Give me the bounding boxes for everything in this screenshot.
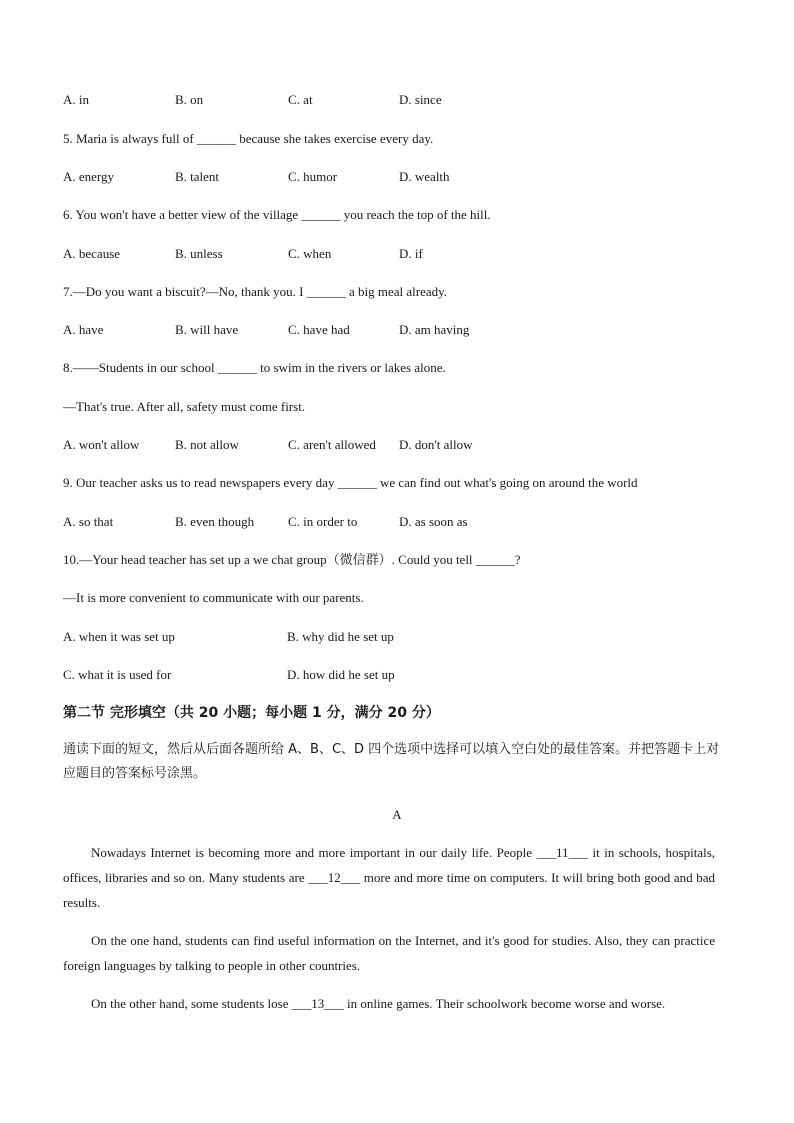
q6-option-a: A. because: [63, 246, 121, 261]
q5-stem: 5. Maria is always full of ______ because she takes exercise every day.: [63, 131, 434, 146]
q7-stem: 7.—Do you want a biscuit?—No, thank you. I ______ a big meal already.: [63, 284, 448, 299]
q4-option-c: C. at: [288, 92, 313, 107]
q9-stem: 9. Our teacher asks us to read newspapers every day ______ we can find out what's going on around the world: [63, 475, 638, 490]
q4-option-d: D. since: [399, 92, 442, 107]
q9-option-b: B. even though: [175, 514, 255, 529]
q5-option-b: B. talent: [175, 169, 220, 184]
passage-paragraph: On the other hand, some students lose ___13___ in online games. Their schoolwork become worse and worse.: [91, 996, 666, 1011]
q8-option-a: A. won't allow: [63, 437, 140, 452]
q5-option-a: A. energy: [63, 169, 115, 184]
q9-option-c: C. in order to: [288, 514, 358, 529]
q8-stem: 8.——Students in our school ______ to swim in the rivers or lakes alone.: [63, 360, 446, 375]
q8-option-c: C. aren't allowed: [288, 437, 376, 452]
q8-reply: —That's true. After all, safety must come first.: [63, 399, 306, 414]
q8-option-d: D. don't allow: [399, 437, 473, 452]
q10-option-a: A. when it was set up: [63, 629, 175, 644]
q8-option-b: B. not allow: [175, 437, 239, 452]
q10-option-b: B. why did he set up: [287, 629, 394, 644]
section-instruction: 通读下面的短文，然后从后面各题所给 A、B、C、D 四个选项中选择可以填入空白处的最佳答案。并把答题卡上对应题目的答案标号涂黑。: [63, 742, 720, 781]
section-heading: 第二节 完形填空（共 20 小题；每小题 1 分，满分 20 分）: [63, 705, 440, 721]
q7-option-d: D. am having: [399, 322, 470, 337]
q5-option-c: C. humor: [288, 169, 338, 184]
passage-paragraph: Nowadays Internet is becoming more and more important in our daily life. People ___11___ it in schools, hospitals, offices, libraries and so on. Many students are ___12___ more and more time on computers. It will bring both good and bad results.: [63, 845, 715, 910]
q9-option-a: A. so that: [63, 514, 114, 529]
q7-option-c: C. have had: [288, 322, 350, 337]
q4-option-b: B. on: [175, 92, 204, 107]
q6-option-d: D. if: [399, 246, 423, 261]
passage-label: A: [392, 807, 402, 822]
q10-option-c: C. what it is used for: [63, 667, 172, 682]
q10-reply: —It is more convenient to communicate with our parents.: [63, 590, 364, 605]
q5-option-d: D. wealth: [399, 169, 450, 184]
q6-option-c: C. when: [288, 246, 332, 261]
q10-stem: 10.—Your head teacher has set up a we chat group（微信群）. Could you tell ______?: [63, 552, 521, 567]
q6-option-b: B. unless: [175, 246, 223, 261]
q4-option-a: A. in: [63, 92, 89, 107]
q9-option-d: D. as soon as: [399, 514, 468, 529]
q6-stem: 6. You won't have a better view of the village ______ you reach the top of the hill.: [63, 207, 491, 222]
q7-option-b: B. will have: [175, 322, 239, 337]
passage-paragraph: On the one hand, students can find useful information on the Internet, and it's good for studies. Also, they can practice foreign languages by talking to people in other countries.: [63, 933, 715, 973]
q7-option-a: A. have: [63, 322, 104, 337]
q10-option-d: D. how did he set up: [287, 667, 395, 682]
